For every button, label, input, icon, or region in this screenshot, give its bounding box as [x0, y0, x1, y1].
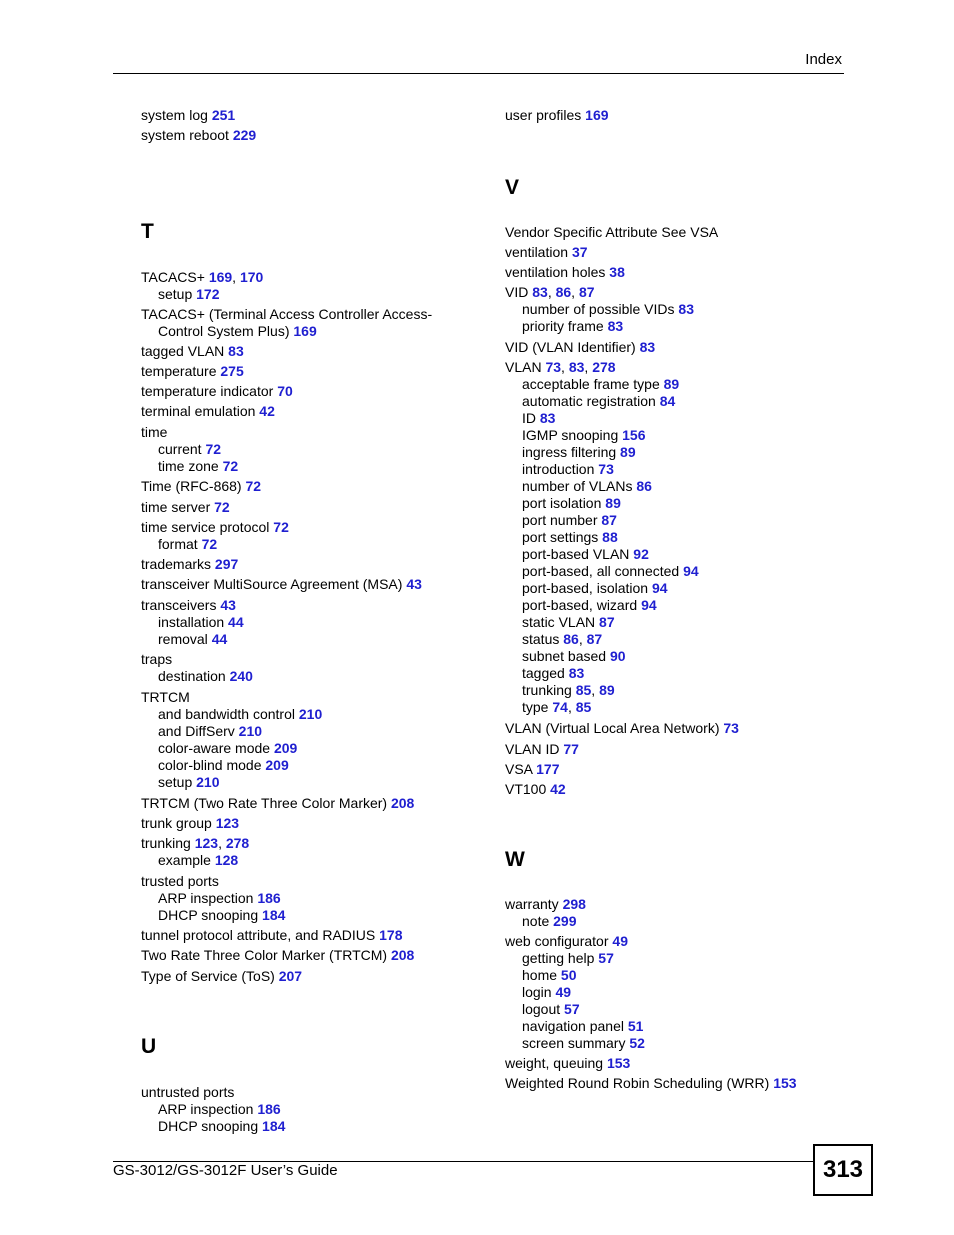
- index-term: time: [141, 424, 168, 440]
- index-term: port-based VLAN: [522, 546, 634, 562]
- page-link[interactable]: 72: [201, 536, 218, 552]
- index-term: Weighted Round Robin Scheduling (WRR): [505, 1075, 774, 1091]
- index-entry: [505, 107, 825, 124]
- index-entry: [505, 224, 825, 241]
- index-entry: [141, 1084, 481, 1101]
- index-subentry: [505, 512, 825, 529]
- index-subentry: [505, 301, 825, 318]
- index-subentry: [141, 740, 481, 757]
- index-subentry: [141, 323, 481, 340]
- index-term: temperature: [141, 363, 221, 379]
- page-link[interactable]: 186: [257, 1101, 281, 1117]
- page-link[interactable]: 89: [663, 376, 680, 392]
- index-term: traps: [141, 651, 173, 667]
- index-term: login: [522, 984, 556, 1000]
- page-link[interactable]: 38: [609, 264, 625, 280]
- page-link[interactable]: 83: [568, 665, 585, 681]
- page-link[interactable]: 70: [277, 383, 293, 399]
- page-link[interactable]: 153: [773, 1075, 797, 1091]
- index-subentry: [505, 1018, 825, 1035]
- footer-guide-title: GS-3012/GS-3012F User’s Guide: [113, 1162, 338, 1179]
- index-entry: [141, 519, 481, 536]
- page-link[interactable]: 50: [560, 967, 577, 983]
- index-entry: [141, 597, 481, 614]
- index-term: Time (RFC-868): [141, 478, 246, 494]
- index-term: trunking: [141, 835, 195, 851]
- index-subentry: [141, 852, 481, 869]
- page-link[interactable]: 57: [564, 1001, 580, 1017]
- page-link[interactable]: 72: [273, 519, 289, 535]
- index-subentry: [505, 427, 825, 444]
- index-term: logout: [522, 1001, 565, 1017]
- index-entry: [505, 933, 825, 950]
- index-term: untrusted ports: [141, 1084, 235, 1100]
- page-link[interactable]: 94: [683, 563, 699, 579]
- index-term: port number: [522, 512, 602, 528]
- index-term: subnet based: [522, 648, 610, 664]
- page-link[interactable]: 297: [214, 556, 239, 572]
- index-entry: [141, 651, 481, 668]
- page-separator: ,: [591, 682, 600, 698]
- index-subentry: [505, 478, 825, 495]
- index-entry: [505, 284, 825, 301]
- index-term: note: [522, 913, 554, 929]
- index-term: status: [522, 631, 564, 647]
- index-term: and DiffServ: [158, 723, 239, 739]
- page-link[interactable]: 298: [562, 896, 586, 912]
- page-link[interactable]: 43: [406, 576, 422, 592]
- index-term: format: [158, 536, 202, 552]
- index-term: ventilation holes: [505, 264, 610, 280]
- page-link[interactable]: 169: [208, 269, 233, 285]
- index-term: introduction: [522, 461, 599, 477]
- index-entry: [141, 815, 481, 832]
- page-link[interactable]: 251: [211, 107, 236, 123]
- index-subentry: [505, 967, 825, 984]
- page-link[interactable]: 94: [651, 580, 668, 596]
- page-link[interactable]: 170: [239, 269, 264, 285]
- index-entry: [505, 1055, 825, 1072]
- index-subentry: [141, 774, 481, 791]
- index-term: terminal emulation: [141, 403, 260, 419]
- index-term: Vendor Specific Attribute See VSA: [505, 224, 719, 240]
- index-term: static VLAN: [522, 614, 600, 630]
- index-subentry: [141, 1118, 481, 1135]
- index-entry: [141, 873, 481, 890]
- index-subentry: [141, 757, 481, 774]
- index-entry: [505, 359, 825, 376]
- index-entry: [141, 576, 481, 593]
- page-number: 313: [813, 1144, 873, 1196]
- index-entry: [141, 403, 481, 420]
- index-entry: [505, 244, 825, 261]
- page-link[interactable]: 156: [622, 427, 646, 443]
- page-link[interactable]: 169: [293, 323, 317, 339]
- index-subentry: [505, 495, 825, 512]
- page-link[interactable]: 83: [568, 359, 585, 375]
- index-term: transceiver MultiSource Agreement (MSA): [141, 576, 407, 592]
- index-term: Type of Service (ToS): [141, 968, 279, 984]
- index-subentry: [141, 631, 481, 648]
- page-link[interactable]: 278: [592, 359, 616, 375]
- index-term: DHCP snooping: [158, 907, 263, 923]
- page-link[interactable]: 89: [620, 444, 636, 460]
- page-separator: ,: [218, 835, 226, 851]
- index-term: ARP inspection: [158, 1101, 258, 1117]
- page-link[interactable]: 83: [607, 318, 624, 334]
- index-term: color-blind mode: [158, 757, 266, 773]
- page-link[interactable]: 209: [265, 757, 289, 773]
- index-term: VLAN ID: [505, 741, 564, 757]
- index-term: transceivers: [141, 597, 221, 613]
- index-term: number of VLANs: [522, 478, 637, 494]
- index-term: port settings: [522, 529, 603, 545]
- index-term: ventilation: [505, 244, 572, 260]
- page-link[interactable]: 83: [539, 410, 556, 426]
- index-term: TRTCM (Two Rate Three Color Marker): [141, 795, 391, 811]
- index-term: DHCP snooping: [158, 1118, 263, 1134]
- page-link[interactable]: 210: [298, 706, 323, 722]
- page-link[interactable]: 153: [606, 1055, 631, 1071]
- index-term: web configurator: [505, 933, 613, 949]
- index-entry: [141, 689, 481, 706]
- index-term: setup: [158, 774, 197, 790]
- page-link[interactable]: 275: [220, 363, 244, 379]
- page-link[interactable]: 37: [571, 244, 588, 260]
- index-entry: [141, 383, 481, 400]
- page-link[interactable]: 209: [273, 740, 298, 756]
- index-subentry: [141, 890, 481, 907]
- index-term: priority frame: [522, 318, 608, 334]
- page-link[interactable]: 44: [228, 614, 244, 630]
- page-link[interactable]: 87: [599, 614, 615, 630]
- page-link[interactable]: 123: [215, 815, 240, 831]
- index-subentry: [505, 614, 825, 631]
- index-entry: [141, 835, 481, 852]
- index-subentry: [141, 907, 481, 924]
- index-entry: [141, 343, 481, 360]
- index-entry: [141, 107, 481, 124]
- index-entry: [141, 795, 481, 812]
- index-entry: [505, 761, 825, 778]
- index-entry: [141, 947, 481, 964]
- index-term: TACACS+: [141, 269, 209, 285]
- index-term: tagged: [522, 665, 569, 681]
- index-term: temperature indicator: [141, 383, 278, 399]
- index-term: port-based, isolation: [522, 580, 652, 596]
- index-column-right: [505, 107, 825, 1092]
- page-link[interactable]: 73: [545, 359, 562, 375]
- page-link[interactable]: 72: [245, 478, 262, 494]
- page-link[interactable]: 172: [196, 286, 220, 302]
- index-letter-heading: V: [505, 176, 520, 199]
- page-separator: ,: [578, 631, 587, 647]
- index-term: trademarks: [141, 556, 215, 572]
- page-link[interactable]: 49: [555, 984, 572, 1000]
- index-term: port-based, wizard: [522, 597, 642, 613]
- index-entry: [141, 478, 481, 495]
- page-link[interactable]: 208: [390, 947, 415, 963]
- index-term: TACACS+ (Terminal Access Controller Access-: [141, 306, 433, 322]
- page-link[interactable]: 89: [599, 682, 615, 698]
- page-link[interactable]: 86: [555, 284, 572, 300]
- page-link[interactable]: 72: [222, 458, 239, 474]
- page-link[interactable]: 169: [585, 107, 609, 123]
- page-link[interactable]: 86: [563, 631, 579, 647]
- page-link[interactable]: 229: [232, 127, 257, 143]
- index-entry: [505, 1075, 825, 1092]
- index-subentry: [505, 546, 825, 563]
- index-term: system reboot: [141, 127, 233, 143]
- index-entry: [141, 556, 481, 573]
- index-subentry: [505, 950, 825, 967]
- page-link[interactable]: 49: [612, 933, 628, 949]
- page-link[interactable]: 84: [659, 393, 676, 409]
- page-link[interactable]: 88: [602, 529, 618, 545]
- page-link[interactable]: 240: [229, 668, 253, 684]
- page-link[interactable]: 72: [205, 441, 222, 457]
- page-link[interactable]: 86: [636, 478, 652, 494]
- index-subentry: [505, 682, 825, 699]
- index-subentry: [141, 536, 481, 553]
- page-separator: ,: [561, 359, 569, 375]
- index-term: time server: [141, 499, 215, 515]
- page-link[interactable]: 186: [257, 890, 281, 906]
- index-term: getting help: [522, 950, 599, 966]
- index-entry: [505, 720, 825, 737]
- page-link[interactable]: 74: [552, 699, 568, 715]
- page-link[interactable]: 208: [390, 795, 415, 811]
- index-entry: [505, 741, 825, 758]
- index-term: port isolation: [522, 495, 606, 511]
- index-subentry: [505, 563, 825, 580]
- index-term: destination: [158, 668, 230, 684]
- page-link[interactable]: 207: [278, 968, 303, 984]
- page-link[interactable]: 184: [262, 1118, 286, 1134]
- index-term: Two Rate Three Color Marker (TRTCM): [141, 947, 391, 963]
- index-subentry: [505, 665, 825, 682]
- index-term: navigation panel: [522, 1018, 628, 1034]
- running-header: Index: [805, 51, 842, 68]
- page-link[interactable]: 83: [228, 343, 244, 359]
- index-term: VLAN (Virtual Local Area Network): [505, 720, 724, 736]
- index-subentry: [505, 1035, 825, 1052]
- index-subentry: [505, 376, 825, 393]
- index-term: Control System Plus): [158, 323, 294, 339]
- page-link[interactable]: 85: [575, 699, 592, 715]
- page-link[interactable]: 87: [586, 631, 603, 647]
- index-subentry: [505, 461, 825, 478]
- index-subentry: [141, 668, 481, 685]
- index-term: color-aware mode: [158, 740, 274, 756]
- index-entry: [141, 927, 481, 944]
- index-term: trusted ports: [141, 873, 219, 889]
- index-term: user profiles: [505, 107, 586, 123]
- index-term: VT100: [505, 781, 551, 797]
- page-link[interactable]: 72: [214, 499, 230, 515]
- index-term: ingress filtering: [522, 444, 621, 460]
- index-entry: [141, 306, 481, 323]
- page-link[interactable]: 90: [609, 648, 626, 664]
- index-subentry: [141, 723, 481, 740]
- index-entry: [141, 363, 481, 380]
- index-subentry: [505, 580, 825, 597]
- index-subentry: [505, 444, 825, 461]
- index-subentry: [505, 984, 825, 1001]
- page-link[interactable]: 43: [220, 597, 236, 613]
- page-link[interactable]: 278: [225, 835, 250, 851]
- page-link[interactable]: 87: [601, 512, 617, 528]
- index-term: IGMP snooping: [522, 427, 623, 443]
- index-subentry: [505, 318, 825, 335]
- page-link[interactable]: 87: [578, 284, 595, 300]
- index-entry: [505, 896, 825, 913]
- index-subentry: [505, 631, 825, 648]
- page-link[interactable]: 178: [379, 927, 403, 943]
- index-term: screen summary: [522, 1035, 630, 1051]
- index-term: tagged VLAN: [141, 343, 229, 359]
- index-subentry: [141, 1101, 481, 1118]
- page-separator: ,: [571, 284, 579, 300]
- index-term: time service protocol: [141, 519, 274, 535]
- page-link[interactable]: 210: [196, 774, 220, 790]
- page-link[interactable]: 94: [641, 597, 657, 613]
- page-link[interactable]: 92: [633, 546, 649, 562]
- index-subentry: [505, 597, 825, 614]
- page-link[interactable]: 89: [605, 495, 621, 511]
- index-subentry: [505, 648, 825, 665]
- page-link[interactable]: 177: [536, 761, 560, 777]
- page-link[interactable]: 83: [639, 339, 656, 355]
- index-term: TRTCM: [141, 689, 190, 705]
- index-subentry: [505, 410, 825, 427]
- page-separator: ,: [547, 284, 556, 300]
- index-term: installation: [158, 614, 229, 630]
- index-subentry: [505, 393, 825, 410]
- index-subentry: [505, 1001, 825, 1018]
- index-term: and bandwidth control: [158, 706, 299, 722]
- page-link[interactable]: 83: [678, 301, 694, 317]
- index-subentry: [505, 529, 825, 546]
- index-subentry: [141, 441, 481, 458]
- page-link[interactable]: 73: [723, 720, 739, 736]
- page-link[interactable]: 123: [194, 835, 219, 851]
- page-link[interactable]: 44: [211, 631, 228, 647]
- index-entry: [505, 781, 825, 798]
- page-link[interactable]: 85: [575, 682, 592, 698]
- page-link[interactable]: 128: [214, 852, 239, 868]
- index-term: automatic registration: [522, 393, 660, 409]
- page-link[interactable]: 42: [259, 403, 275, 419]
- page-link[interactable]: 299: [553, 913, 577, 929]
- index-term: warranty: [505, 896, 563, 912]
- index-term: weight, queuing: [505, 1055, 607, 1071]
- page-separator: ,: [232, 269, 240, 285]
- index-term: VSA: [505, 761, 537, 777]
- index-letter-heading: U: [141, 1035, 157, 1058]
- index-letter-heading: T: [141, 220, 154, 243]
- index-term: VID: [505, 284, 533, 300]
- index-entry: [505, 339, 825, 356]
- index-subentry: [141, 458, 481, 475]
- page-separator: ,: [567, 699, 576, 715]
- header-rule: [113, 73, 844, 74]
- index-term: system log: [141, 107, 212, 123]
- index-term: current: [158, 441, 206, 457]
- index-term: trunk group: [141, 815, 216, 831]
- index-subentry: [141, 706, 481, 723]
- index-entry: [141, 127, 481, 144]
- index-entry: [141, 968, 481, 985]
- index-term: type: [522, 699, 553, 715]
- page-link[interactable]: 42: [550, 781, 566, 797]
- index-subentry: [141, 614, 481, 631]
- index-term: time zone: [158, 458, 223, 474]
- index-term: ID: [522, 410, 540, 426]
- index-term: VLAN: [505, 359, 546, 375]
- page-link[interactable]: 210: [238, 723, 263, 739]
- index-term: home: [522, 967, 561, 983]
- page-link[interactable]: 73: [598, 461, 614, 477]
- page-separator: ,: [584, 359, 593, 375]
- page-link[interactable]: 77: [563, 741, 579, 757]
- index-entry: [141, 269, 481, 286]
- index-term: removal: [158, 631, 212, 647]
- index-term: example: [158, 852, 215, 868]
- index-term: ARP inspection: [158, 890, 258, 906]
- index-subentry: [141, 286, 481, 303]
- index-subentry: [505, 699, 825, 716]
- page-link[interactable]: 57: [598, 950, 614, 966]
- page-link[interactable]: 51: [627, 1018, 644, 1034]
- index-subentry: [505, 913, 825, 930]
- index-term: VID (VLAN Identifier): [505, 339, 640, 355]
- index-letter-heading: W: [505, 848, 525, 871]
- index-column-left: [141, 107, 481, 1135]
- page-link[interactable]: 52: [629, 1035, 645, 1051]
- page-link[interactable]: 83: [532, 284, 548, 300]
- index-term: trunking: [522, 682, 576, 698]
- index-term: port-based, all connected: [522, 563, 684, 579]
- index-entry: [505, 264, 825, 281]
- index-term: number of possible VIDs: [522, 301, 679, 317]
- index-term: tunnel protocol attribute, and RADIUS: [141, 927, 380, 943]
- page-link[interactable]: 184: [262, 907, 286, 923]
- index-term: setup: [158, 286, 197, 302]
- index-entry: [141, 424, 481, 441]
- index-entry: [141, 499, 481, 516]
- index-term: acceptable frame type: [522, 376, 664, 392]
